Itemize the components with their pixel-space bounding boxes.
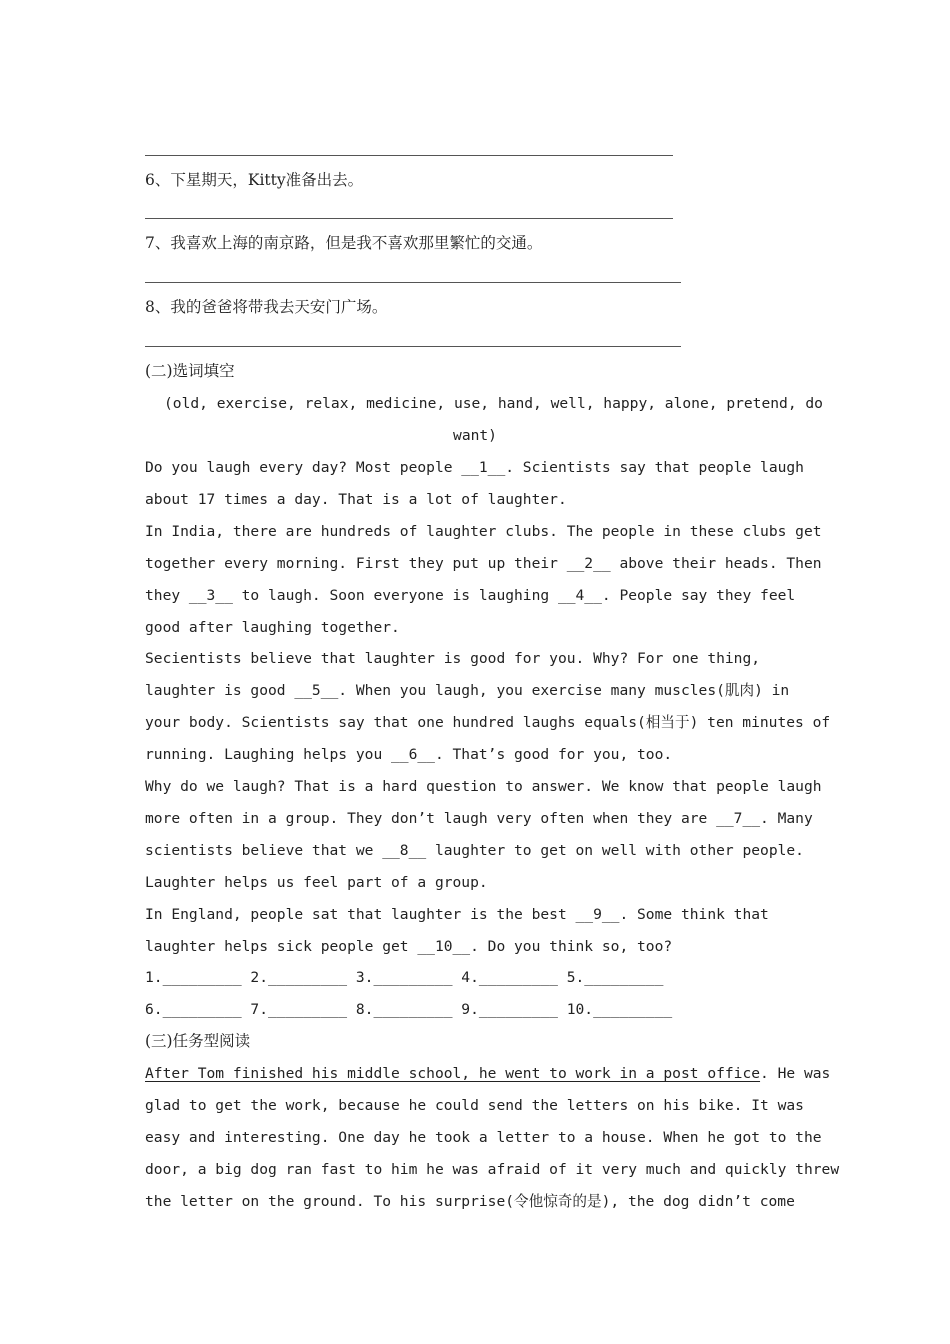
passage-line: laughter is good __5__. When you laugh, you exercise many muscles(肌肉) in [145, 682, 790, 700]
word-bank-line-1: (old, exercise, relax, medicine, use, hand, well, happy, alone, pretend, do [164, 395, 823, 412]
answer-line [145, 155, 673, 156]
passage-line: your body. Scientists say that one hundred laughs equals(相当于) ten minutes of [145, 714, 831, 732]
reading-first-line [145, 1064, 830, 1084]
passage-line: running. Laughing helps you __6__. That’s good for you, too. [145, 746, 673, 764]
word-bank-line-2: want) [453, 427, 497, 444]
answer-line [145, 218, 673, 219]
passage-line: Laughter helps us feel part of a group. [145, 873, 488, 891]
answer-line [145, 346, 681, 347]
passage-line: about 17 times a day. That is a lot of laughter. [145, 490, 567, 508]
passage-line: laughter helps sick people get __10__. Do you think so, too? [145, 937, 673, 955]
passage-line: Why do we laugh? That is a hard question to answer. We know that people laugh [145, 778, 822, 795]
passage-line: door, a big dog ran fast to him he was afraid of it very much and quickly threw [145, 1161, 840, 1178]
passage-line: the letter on the ground. To his surprise(令他惊奇的是), the dog didn’t come [145, 1193, 795, 1210]
underlined-sentence: After Tom finished his middle school, he went to work in a post office [145, 1065, 761, 1082]
passage-line: In India, there are hundreds of laughter clubs. The people in these clubs get [145, 522, 822, 540]
passage-line: easy and interesting. One day he took a letter to a house. When he got to the [145, 1129, 822, 1146]
passage-line: In England, people sat that laughter is the best __9__. Some think that [145, 905, 769, 923]
translation-item-6: 6、下星期天，Kitty准备出去。 [145, 171, 364, 189]
translation-item-7: 7、我喜欢上海的南京路，但是我不喜欢那里繁忙的交通。 [145, 234, 543, 252]
passage-line: scientists believe that we __8__ laughter to get on well with other people. [145, 841, 804, 859]
passage-line: they __3__ to laugh. Soon everyone is laughing __4__. People say they feel [145, 586, 796, 604]
passage-line: Secientists believe that laughter is good for you. Why? For one thing, [145, 650, 761, 668]
passage-line: more often in a group. They don’t laugh very often when they are __7__. Many [145, 809, 813, 827]
passage-line: Do you laugh every day? Most people __1__. Scientists say that people laugh [145, 459, 804, 476]
passage-line: 1._________ 2._________ 3._________ 4._________ 5._________ [145, 969, 664, 986]
passage-line: together every morning. First they put up their __2__ above their heads. Then [145, 554, 822, 572]
translation-item-8: 8、我的爸爸将带我去天安门广场。 [145, 298, 388, 316]
first-line-rest: . He was [760, 1065, 831, 1082]
passage-line: good after laughing together. [145, 618, 400, 636]
passage-line: glad to get the work, because he could send the letters on his bike. It was [145, 1097, 804, 1114]
section-heading-task-reading: (三)任务型阅读 [145, 1032, 251, 1050]
section-heading-word-fill: (二)选词填空 [145, 362, 235, 380]
answer-line [145, 282, 681, 283]
passage-line: 6._________ 7._________ 8._________ 9._________ 10._________ [145, 1001, 673, 1018]
